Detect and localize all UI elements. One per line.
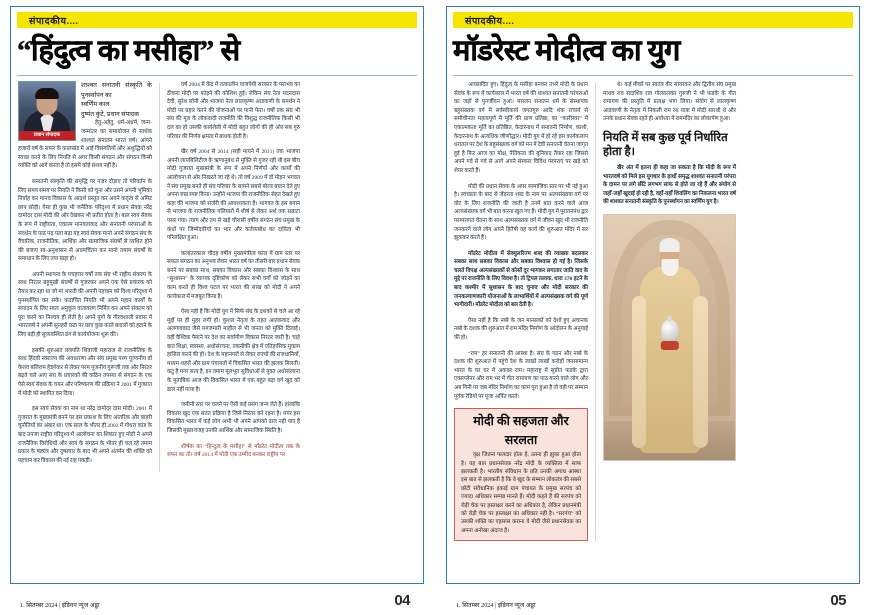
footer-left <box>10 592 424 609</box>
modi-photo <box>603 214 736 461</box>
headline-right-text: मॉडरेस्ट मोदीत्व का युग <box>453 35 680 67</box>
paragraph: इस स्वयं सेवक का नाम था नरेंद्र दामोदर दास मोदी। 2001 में गुजरात के मुख्यमंत्री बनने पर इस प्रकाश के लिए आंतरिक और बाहरी चुनौतियों का अंबार था। एक साल के भीतर ही 2002 में गोधरा कांड के बाद उपजा राष्ट्रीय परिदृश्य में आलोचना का शिकार हुए मोदी ने अपने राजनैतिक विरोधियों और स्वयं के संगठन के भीतर ही चल रहे तमाम प्रकार के षड्यंत्र और दुष्प्रचार के बाद भी अपने अंतर्मन की शक्ति को पहचान कर विकास की नई राह पकड़ी। <box>18 406 152 464</box>
lede-line-2: स्वर्णिम काल <box>81 101 110 109</box>
column-left-2 <box>167 81 300 472</box>
paragraph: “राम” हर सनातनी की आस्था है। संघ के गठन और नब्बे के दशक की शुरुआत में पहुंचे देश के लाखों लाखों करोड़ों जनसामान्य भारत के घर घर में अकबर राम। महाराष्ट्र में सुप्रीत फडके द्वारा एक्सप्लेनर और राम भर में गीत रामायण का पाठ करने वाले लोग और अब गिनी पर जब मंदिर निर्माण का काम पूरा हुआ है तो वही पर सम्मान पूर्वक रेडियो पर पूजा अर्पित करते। <box>454 350 588 400</box>
highlight-box-title: मोदी की सहजता और सरलता <box>473 414 569 448</box>
headline-left-text: “हिंदुत्व का मसीहा” से <box>17 35 240 67</box>
paragraph: जमीनी स्तर पर चलने पर ऐसी कई प्रसंग जन्म लेते हैं। हांलाकि विकास खुद एक सतत प्रक्रिया है जिसे निरंतर बने रहना है। मगर इस विकसित भारत में कई लोग अभी भी अपने आपको ढाल नही पाए हैं जिसकी मुख्य वजह उनकी आर्थिक और सामाजिक स्थिति है। <box>167 402 300 434</box>
figure-shawl-left <box>632 296 646 448</box>
footer-issue-text: 1. सितम्बर 2024 | इंडियन न्यूज अड्डा <box>20 602 100 609</box>
paragraph: कलांतरकाल चौदह वर्षीय मुख्यमंत्रीत्व काल में ग्राम स्तर पर सफल संगठन का अनुभव लेकर भारत वर्ष का तीसरी बार प्रधान सेवक बनने पर सबका साथ, सबका विकास और सबका विश्वास के साथ “सुशासन” के व्यापक दृष्टिकोण को लेकर सभी वर्गों को जोड़ने का काम करते ही विश्व पटल पर भारत की साख को मोदी ने अपने कार्यकाल में मजबूत किया है। <box>167 250 300 300</box>
headline-rule-left <box>17 75 417 76</box>
paragraph: हेतु-अहेतु, धर्म-अधर्म, जन्म-जन्मांतर का समायोजन से सार्थक शाश्वत सनातन भारत वर्ष। आपने हजारों वर्ष के सफर के कालखंड में आई विसंगतियों और अशुद्धियों को स्वच्छ करने के लिए नियति से अगर किसी संगठन और संगठन किसी व्यक्ति को आगे करता है तो इसमें कोई संशय नहीं है। <box>18 120 152 170</box>
column-right-1 <box>454 81 588 541</box>
figure-shawl-right <box>693 296 707 448</box>
page-number-right: 05 <box>830 592 846 609</box>
footer-issue-text: 1. सितम्बर 2024 | इंडियन न्यूज अड्डा <box>456 602 536 609</box>
paragraph-highlighted: मॉडरेट मोदीत्व में सेक्युलरिज्म शब्द की व्याख्या बदलकर सबका साथ सबका विकास और सबका विश्वास हो गई है। जिसके चलते विपक्ष अल्पसंख्यकों से कोसों दूर भागकर लगातार जाति वाद के मुद्दे पर राजनीति के लिए विवश है। तो ट्रिपल तलाक, धारा 370 हटने के बाद कश्मीर में सुशासन के बाद चुनाव और मोदी सरकार की जनकल्याणकारी योजनाओं के लाभार्थियों में अल्पसंख्यक वर्ग की पूर्ण भागीदारी। मॉडरेट मोदीत्व को बल देती है। <box>454 250 588 309</box>
author-photo-caption: प्रधान संपादक <box>19 131 75 140</box>
paragraph: सनातनी संस्कृति की समृद्धि पर नजर दौड़ाए तो परिवर्तन के लिए समय समय पर नियति ने किसी को चुना और उसने अपनी भूमिका निर्वाह कर मानव विकास के आदर्श प्रस्तुत कर अपने कतृत्व से अमिट छाप छोड़ी। ऐसा ही कुछ भी जनैतिक परिदृश्य में प्रधान सेवक नरेंद्र दामोदर दास मोदी की ओर देखकर भी प्रतीत होता है। बाल स्वयं सेवक के रूप में राष्ट्रीयता, एकात्म मानवतावाद और सनातनी परंपराओं के संवर्धन के पाठ पढ़ पला बढ़ा यह स्वयं सेवक मानो अपने संगठन संघ के वैचारिक, राजनीतिक, आर्थिक और सामाजिक संघर्षों से व्यथित होने की बजाए स्व-अनुशासन से आत्मचिंतन कर मानो तमाम संघर्षों के समाधान के लिए तपा खड़ा हो। <box>18 178 152 263</box>
column-right-2 <box>603 81 736 541</box>
paragraph: ऐसा नहीं है कि नब्बे के जन मानसकों को देशों हुए अचानक नब्बे के दशक की शुरुआत में राम मंदिर निर्माण के आंदोलन के अनुयाई की हो। <box>454 317 588 342</box>
highlight-box-text: वृक्ष जितना फलदार होता है, उतना ही झुका हुआ होता है। यह बात प्रधानसेवक नरेंद्र मोदी के व्यक्तित्व में साफ झलकती है। भारतीय संविधान के प्रति उनकी अगाध आस्था इस बात से झलकती है कि वे खुद के सम्मान लोकतंत्र की सबसे छोटी संवैधानिक इकाई ग्राम पंचायत के प्रमुख सरपंच को ज्यादा अधिकार सम्पन्न मानते हैं। मोदी कहते हैं की सरपंच को रोड़ी चेक पर हस्ताक्षर करने का अधिकार है, लेकिन प्रधानमंत्री को रोड़ी चेक पर हस्ताक्षर का अधिकार नही है। “सरपंच” को उसकी शक्ति का एहसास कराना ये मोदी जैसे प्रधानसेवक का अपना अनोखा अंदाज है। <box>461 452 581 534</box>
figure-kurta <box>639 266 699 452</box>
paragraph-highlighted: खैर वर्ष 2004 से 2014 (सही मायने में 2011) तक भाजपा अपनी लायबिलिटीज के ऋणानुबंध से मुक्ति से गुजर रही थी इस बीच मोदी गुजरात मुख्यमंत्री के रूप में अपने निर्णयों और कार्यों की आलोचना से ओर निखरते जा रहे थे। तो वर्ष 2009 में डॉ मोहन भगवत ने संघ प्रमुख बनते ही संघ परिवार के सामने सबसे बोल्ड बयान देते हुए अपना रुख स्पष्ट किया। उन्होंने भाजपा की राजनीतिक सेहत देखते हुए कहा की भाजपा को सर्जरी की आवश्यकता है। भागवत के इस बयान से भाजपा के राजनीतिक गलियारों में शीर्ष से लेकर अर्श तक सन्नाटा पसर गया। त्याग और तप से खड़े चौरासी वर्षीय संगठन संघ प्रमुख के कंधों पर जिम्मेदारियों का भार और कर्तव्यबोध का दायित्व भी परिलक्षित हुआ। <box>167 149 300 242</box>
paragraph: आच्छादित हुए। हिंदुत्व के मसीहा बनकर उभरे मोदी के प्रधान सेवक के रूप में कार्यकाल में भारत वर्ष की शाश्वत सनातनी परंपराओं का जड़ों से पुनर्जीवन हुआ। मसलन सनातन धर्म के संस्थापक बहुसंख्यक वर्ग में सर्वस्वीकार्य जगतगुरु आदि शंक राचार्य से समीचीनता महत्वपूर्ण में मूर्ति की प्राण प्रतिष्ठा, का “कारीस्वर” में एकात्मकता मूर्ति का प्रतिष्ठित, केदारनाथ में सनातनी निर्माण, काशी, केदारनाथ के अत्यधिक जीर्णोद्धार। मोदी युग में हो रहे इस कार्यकलाप धरातल पर देश के बहुसंख्यक वर्ग को मन में देवी सनातनी चेतना जागृत हुई है फिर आज का मोक्ष, नैतिकता की बुनियाद तैयार रहा जिससे अपने गर्व से गर्व से आगे अपने संस्कार विविध पंरपराएं पर खड़े को शेयर करते हैं। <box>454 82 588 174</box>
page-left-frame <box>10 6 424 584</box>
paragraph-highlighted: खैर अंत में इतना ही कहा जा सकता है कि मोदी के रूप में भारतवर्ष को मिले इस युगधार के हाथों समृद्ध शाश्वत सनातनी परंपरा के दामन पर लगे छींटे लगभग साफ से होते जा रहे हैं और संयोग से जहाँ-जहाँ खुदाई हो रही है, वहाँ-वहाँ शिवलिंग का निकलना भारत वर्ष की शाश्वत सनातनी संस्कृति के पुनर्स्थापन का स्वर्णिम युग है। <box>603 164 736 206</box>
lede-line-3: दुष्यंत कुंटे, प्रधान संपादक <box>81 110 140 118</box>
columns-left <box>11 79 423 472</box>
lede-line-1: शाश्वत सनातनी संस्कृति के पुनर्स्थापन का <box>81 82 152 99</box>
editorial-tab-label: संपादकीय.... <box>465 16 515 27</box>
editorial-tab-label: संपादकीय.... <box>29 16 79 27</box>
page-right-frame <box>446 6 860 584</box>
columns-right <box>447 79 859 541</box>
figure-hair <box>659 238 680 251</box>
paragraph: वर्ष 2004 में केंद्र में तत्कालीन वाजपेयी सरकार के पराभव का ठीकरा मोदी पर फोड़ने की कोशिश हुई। लेकिन संघ नेता मदनदास देवी, सुरेश सोनी और भाजपा नेता लालकृष्ण आडवाणी के समर्थन ने मोदी पर प्रहार करने की योजनाओं पर पानी फेरा। वर्षों तक संघ भी संघ की मूल के लोकवादी राजनीति की विशुद्ध राजनीतिक किसी भी दल का हो उसकी कार्यशैली में मोदी बहुत लोगों की ही ओर सब गुरु परिवार की निर्णय क्षमता में बाधक होती है। <box>167 82 300 140</box>
kalash-icon <box>661 320 678 342</box>
headline-right <box>447 28 859 74</box>
editorial-tab-right <box>453 12 853 28</box>
highlight-box-modi-simplicity <box>454 408 588 541</box>
paragraph: ऐसा नही है कि मोदी युग में सिर्फ संघ के दशकों से चले आ रहे मुद्दों पर ही मुहर लगी हो। कुशल नेतृत्व के तहत आतंकवाद और अलगाववाद जैसे मगजमारी माहौल से भी जनता को मुक्ति दिलाई। वहीं वैश्विक पैमाने पर देश का सर्वांगीण विकास निरंतर जारी है। चाहे बात शिक्षा, स्वास्थ्य, अधोसंरचना, तकनीकी क्षेत्र में एतिहासिक मुकाम हासिल करने की हो। देश के महानगरों से लेकर राज्यों की राजधानियों, मध्यम शहरों और ग्राम पंचायतों में विकसित भारत की झलक मिलती। कटु है मगर सत्य है, इन तमाम मूलभूत सुविधाओं से युक्त अधोसंरचना के मुताबिक आज की विकसित भारत में एक बहुत बड़ा वर्ग खुद को ढाल नहीं पाया है। <box>167 309 300 393</box>
footer-right <box>446 592 860 609</box>
paragraph: इसकी शुरुआत छत्रपति शिवाजी महाराज से राजनीतिक के साथ हिंदवी स्वराज्य की अवधारणा और संघ प्रमुख परम पूज्यनीय डॉ केशव बलिराम हेडगेवार से लेकर परम पूजनीय गुरूजी तक और निरंतर बढ़ते चले आए संघ के प्रचारकों की कठिन तपस्या से संगठन के एक ऐसे स्वयं सेवक के चयन और परिष्करण की प्रक्रिया ने 2001 में गुजरात में मोदी को स्थापित कर दिया। <box>18 347 152 397</box>
kalash-base <box>660 341 678 350</box>
page-number-left: 04 <box>394 592 410 609</box>
paragraph: थे। कई मौकों पर स्वतंत्र वीर सावरकर और द्वितीय संघ प्रमुख माधव राव सदाशिव राव गोलवलकर गुरुजी ने भी फडके के गीत रामायण की प्रस्तुति में प्रत्यक्ष भाग लिया। संयोग से लालकृष्ण आडवाणी के नेतृत्व में निकली राम रथ यात्रा में मोदी सारथी थे और उनके प्रधान सेवक रहते ही अयोध्या में राममंदिर का लोकार्पण हुआ। <box>603 82 736 123</box>
end-note-left: शीर्षक का “हिन्दुत्व के मसीहा” से मॉडरेट मोदीत्व तक के सफर का तो। वर्ष 2014 में मोदी एक उम्मीद बनकर राष्ट्रीय पर <box>167 443 300 459</box>
column-divider <box>159 83 160 472</box>
page-right <box>436 0 870 615</box>
editorial-tab-left <box>17 12 417 28</box>
author-photo <box>18 81 76 141</box>
paragraph: अपनी स्थापना के पचहत्तर वर्षों तक संघ भी राष्ट्रीय संकल्प के साथ निरंतर बहुमुखी संघर्षों से गुजरकर अपने एक ऐसे प्रचारक को तैयार कर रहा था जो मां भारती की अपनी पहचान को विश्व परिदृश्य में पुनर्स्थापित कर सके। कदाचित नियति भी अपने महान कार्यों के संपादन के लिए स्वतः अनुकूल वातावरण निर्मित कर अपने संकल्प को पूरा करने का निश्चय ही लेती है। अपने युगों के गौरवशाली प्रवास में भारतवर्ष ने अपनी सुनहरी छटा पर छाए कुछ काले बादलों को हटाने के लिए बड़ी ही सुव्यवस्थित ढंग से कार्ययोजना शुरू की। <box>18 271 152 339</box>
pull-quote: नियति में सब कुछ पूर्व निर्धारित होता है। <box>603 131 728 158</box>
page-left <box>0 0 434 615</box>
column-divider <box>595 83 596 541</box>
paragraph: मोदी की प्रधान सेवक के अपर सामाजिक स्तर पर भी नई हुआ है। स्वच्छता के बाद से जेंडरता शब्द के नाम पर अल्पसंख्यक वर्ग पर वोट के लिए राजनीति की जाती है उनमें बात करने वाले आज अल्पसंख्यक वर्ग भी बात करना खुल गए हैं। मोदी युग में पुरातनपंथ द्वार परम्परागत चेतना के साथ अल्पसंख्यक वर्ग में जीवन खुद भी राजनीति जनकरने वाले लोग अपने हितैषी वह कार्य की शुरुआत मंदिर में सर झुककर करते हैं। <box>454 183 588 242</box>
headline-left <box>11 28 423 74</box>
headline-rule-right <box>453 75 853 76</box>
column-left-1 <box>18 81 152 472</box>
